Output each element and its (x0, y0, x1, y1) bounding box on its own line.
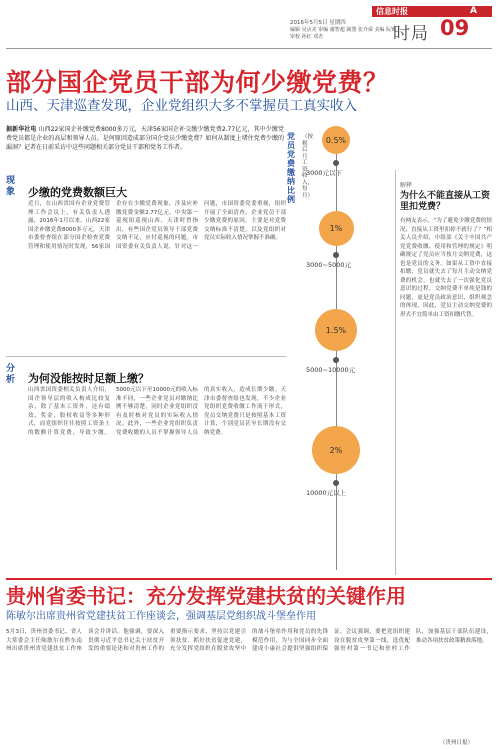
top-divider (6, 48, 492, 49)
edition-letter: A (470, 6, 477, 16)
story2-rule (6, 578, 492, 580)
tier-marker (333, 160, 339, 166)
rate-circle: 0.5% (322, 126, 351, 155)
side-kicker: 解释 (400, 182, 413, 189)
story2-body: 5月3日，贵州省委书记、省人大常委会主任陈敏尔在黔东南州出席贵州省党建扶贫工作座谈会并讲话。他强调，要深入贯彻习近平总书记关于扶贫开发的重要论述和对贵州工作的重要指示要求，坚持以党建引领扶贫、抓好扶贫促进党建，充分发挥党组织在脱贫攻坚中的战斗堡垒作用和党员的先锋模范作用，为与全国同步全面建成小康社会提供坚强组织保证。会议强调，要把党组织建设在脱贫攻坚第一线，选优配强驻村第一书记和驻村工作队，加强基层干部队伍建设，推动各项扶贫政策精准落地。 (6, 629, 492, 653)
editor-credits: 编辑 吴贞美 审编 谢智超 制图 张介舜 美编 阮锦 审校 孙红 邓杏 (290, 27, 397, 40)
rate-circle: 2% (312, 426, 360, 474)
tier-marker (333, 252, 339, 258)
lead-text: 山西22家国企补缴党费8000多万元，天津56家国企补交缴少缴党费2.77亿元，其中少缴党费党员都是企业的高层和领导人员。是何原因造成部分国企党员少缴党费？如何从制度上堵住党费少缴的漏洞？记者在日前采访中这些问题相关部分党员干部和党务工作者。 (6, 126, 284, 151)
section1-body: 近日，在山西省国有企业党费管理工作会议上，有关负责人透露，2016年1月以来，山西22家国企补缴党费8000多万元。天津市委督查组在部分国企检查党费管理和使用情况时发现，56家国企存在少缴党费现象，涉及应补缴党费金额2.77亿元。中央第一巡视组巡视山西、天津时曾指出，有些国企党员领导干部党费交纳不足、应付巡视的问题。市国资委有关负责人说，针对这一问题，市国资委党委重视，组织开展了全面清查。企业党员干部少缴党费的原因，主要是对党费交纳标准不清楚，以及党组织对党员实际收入情况掌握不准确。 (28, 201, 286, 250)
lead-subhead: 山西、天津巡查发现，企业党组织大多不掌握员工真实收入 (6, 98, 357, 114)
column-divider (395, 170, 396, 575)
section1-title: 少缴的党费数额巨大 (28, 186, 127, 199)
tier-label: 3000元以下 (306, 169, 343, 178)
tier-label: 10000元以上 (306, 489, 347, 497)
story2-source: （贵州日报） (440, 740, 474, 746)
section2-title: 为何没能按时足额上缴？ (28, 372, 149, 385)
lead-source: 据新华社电 (6, 126, 37, 133)
story2-subhead: 陈敏尔出席贵州省党建扶贫工作座谈会，强调基层党组织战斗堡垒作用 (6, 611, 316, 622)
section-name: 时局 (393, 24, 429, 44)
chart-subtitle: （按税后月工资收入，每月） (302, 134, 314, 199)
chart-title: 党员党费缴纳比例 (287, 132, 295, 204)
section-divider (6, 356, 286, 357)
section1-kicker: 现象 (6, 176, 16, 197)
rate-circle: 1% (319, 211, 354, 246)
tier-marker (333, 357, 339, 363)
lead-headline: 部分国企党员干部为何少缴党费？ (6, 68, 389, 97)
dateline: 2016年5月5日 星期四 (290, 20, 346, 26)
story2-headline: 贵州省委书记：充分发挥党建扶贫的关键作用 (6, 584, 406, 608)
rate-circle: 1.5% (315, 309, 357, 351)
page-number: 09 (440, 16, 470, 40)
brand-name: 信息时报 (376, 7, 408, 16)
section2-body: 山西省国资委相关负责人介绍，国企领导层的收入构成比较复杂，除了基本工资外，还有绩效、奖金、股权收益等多种形式，而党组织往往按照工资条上的数额计算党费，导致少缴。5000元以下至10000元的收入标准不同，一些企业党员对缴纳比例不够清楚，同时企业党组织没有及时核对党员的实际收入情况。此外，一些企业党组织负责党费收缴的人员不掌握领导人员的真实收入，造成长期少缴。天津市委督查组也发现，不少企业党组织党费收缴工作流于形式，党员交纳党费只是按照基本工资计算，个别党员甚至长期没有交纳党费。 (28, 387, 286, 436)
side-title: 为什么不能直接从工资里扣党费？ (400, 191, 491, 212)
tier-label: 5000~10000元 (306, 365, 356, 374)
side-column (400, 180, 492, 319)
tier-marker (333, 480, 339, 486)
lead-paragraph (6, 125, 284, 152)
section2-kicker: 分析 (6, 364, 16, 385)
side-body: 有网友表示，“为了避免少缴党费的情况，直接从工资里扣掉不就行了？”相关人员介绍，中组部《关于中国共产党党费收缴、使用和管理的规定》明确规定了党员应当按月交纳党费，这也是党员的义务。如果从工资中直接扣缴，党员就失去了每月主动交纳党费的机会，也就失去了一次强化党员意识的过程。交纳党费不单纯是钱的问题，更是党员政治意识、组织观念的体现。因此，党员主动交纳党费的形式不宜简单由工资扣缴代替。 (400, 218, 492, 318)
tier-label: 3000~5000元 (306, 260, 352, 269)
